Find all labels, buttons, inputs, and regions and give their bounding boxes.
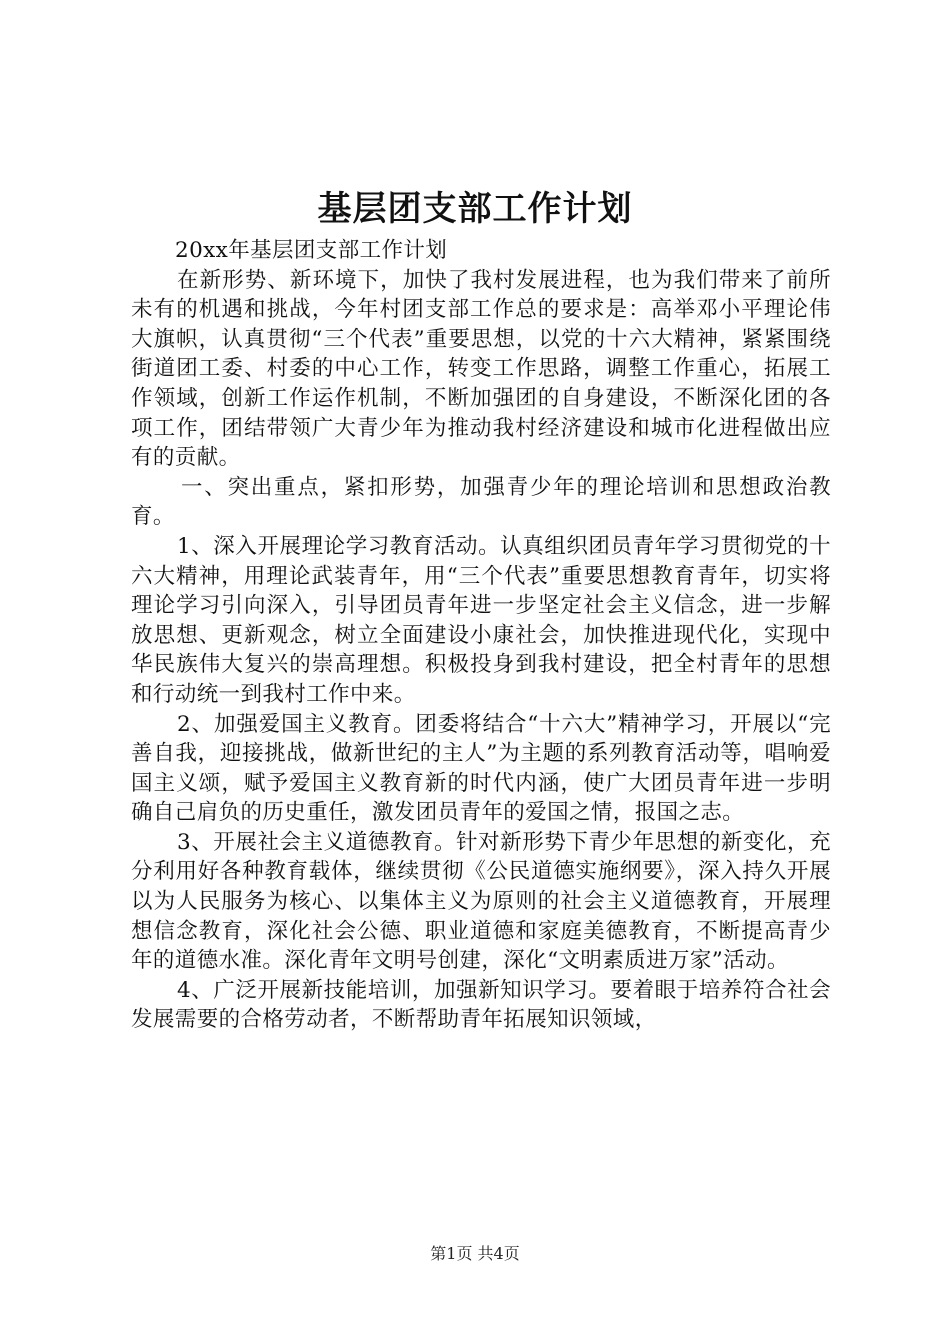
page-footer: 第1页 共4页 [430,1244,520,1263]
paragraph-item-3: 3、开展社会主义道德教育。针对新形势下青少年思想的新变化，充分利用好各种教育载体，继续贯彻《公民道德实施纲要》，深入持久开展以为人民服务为核心、以集体主义为原则的社会主义道德教育，开展理想信念教育，深化社会公德、职业道德和家庭美德教育，不断提高青少年的道德水准。深化青年文明号创建，深化“文明素质进万家”活动。 [131,829,831,974]
document-title: 基层团支部工作计划 [317,189,633,229]
paragraph-item-2: 2、加强爱国主义教育。团委将结合“十六大”精神学习，开展以“完善自我，迎接挑战，做新世纪的主人”为主题的系列教育活动等，唱响爱国主义颂，赋予爱国主义教育新的时代内涵，使广大团员青年进一步明确自己肩负的历史重任，激发团员青年的爱国之情，报国之志。 [131,711,831,826]
paragraph-intro: 在新形势、新环境下，加快了我村发展进程，也为我们带来了前所未有的机遇和挑战，今年村团支部工作总的要求是：高举邓小平理论伟大旗帜，认真贯彻“三个代表”重要思想，以党的十六大精神，紧紧围绕街道团工委、村委的中心工作，转变工作思路，调整工作重心，拓展工作领域，创新工作运作机制，不断加强团的自身建设，不断深化团的各项工作，团结带领广大青少年为推动我村经济建设和城市化进程做出应有的贡献。 [131,267,831,471]
paragraph-item-4: 4、广泛开展新技能培训，加强新知识学习。要着眼于培养符合社会发展需要的合格劳动者，不断帮助青年拓展知识领域， [131,977,831,1033]
document-body [131,236,831,1035]
paragraph-item-1: 1、深入开展理论学习教育活动。认真组织团员青年学习贯彻党的十六大精神，用理论武装青年，用“三个代表”重要思想教育青年，切实将理论学习引向深入，引导团员青年进一步坚定社会主义信念，进一步解放思想、更新观念，树立全面建设小康社会，加快推进现代化，实现中华民族伟大复兴的崇高理想。积极投身到我村建设，把全村青年的思想和行动统一到我村工作中来。 [131,533,831,707]
section-heading-1: 一、突出重点，紧扣形势，加强青少年的理论培训和思想政治教育。 [131,474,831,530]
document-subtitle: 20xx年基层团支部工作计划 [175,238,448,263]
